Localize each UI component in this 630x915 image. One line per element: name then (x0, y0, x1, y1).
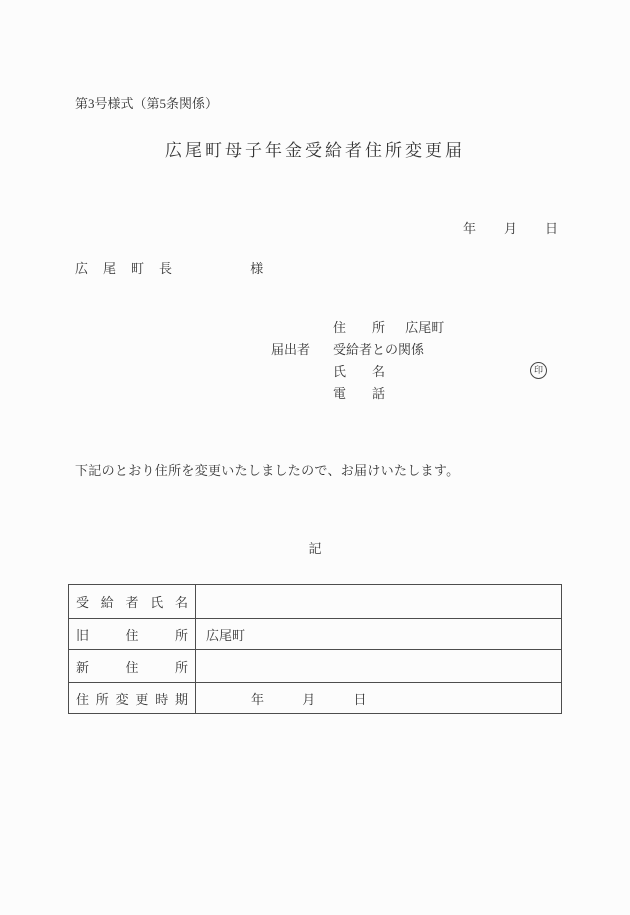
addressee-honorific: 様 (250, 261, 264, 276)
declarant-address-value: 広尾町 (405, 320, 445, 335)
declarant-relation-line (333, 343, 424, 356)
row-new-address-label: 新住所 (69, 650, 196, 683)
declarant-relation-label: 受給者との関係 (333, 342, 425, 357)
date-year-label: 年 (463, 221, 477, 236)
change-date-month-label: 月 (302, 691, 316, 707)
date-month-label: 月 (504, 221, 518, 236)
change-form-table (68, 584, 562, 714)
row-recipient-name-label: 受給者氏名 (69, 585, 196, 619)
addressee-name: 広尾町長 (75, 261, 172, 276)
row-old-address-value: 広尾町 (196, 619, 562, 650)
section-marker: 記 (308, 541, 322, 556)
table-row (69, 650, 562, 683)
declarant-name-line (333, 365, 385, 378)
body-text: 下記のとおり住所を変更いたしましたので、お届けいたします。 (75, 463, 460, 478)
page-title: 広尾町母子年金受給者住所変更届 (165, 141, 465, 160)
change-date-year-label: 年 (251, 691, 265, 707)
table-row (69, 585, 562, 619)
declarant-name-label: 氏名 (333, 364, 385, 379)
seal-mark-icon: 印 (530, 362, 547, 379)
declarant-address-line (333, 321, 444, 334)
row-recipient-name-value (196, 585, 562, 619)
row-change-date-label: 住所変更時期 (69, 683, 196, 714)
date-line (463, 222, 558, 235)
form-number: 第3号様式（第5条関係） (75, 96, 219, 111)
table-row (69, 619, 562, 650)
row-new-address-value (196, 650, 562, 683)
change-date-day-label: 日 (353, 691, 367, 707)
table-row (69, 683, 562, 714)
addressee-line (75, 262, 263, 275)
declarant-address-label: 住所 (333, 320, 385, 335)
row-old-address-label: 旧住所 (69, 619, 196, 650)
row-change-date-value (196, 683, 562, 714)
date-day-label: 日 (545, 221, 559, 236)
declarant-label: 届出者 (271, 342, 311, 357)
declarant-phone-line (333, 387, 385, 400)
declarant-phone-label: 電話 (333, 386, 385, 401)
